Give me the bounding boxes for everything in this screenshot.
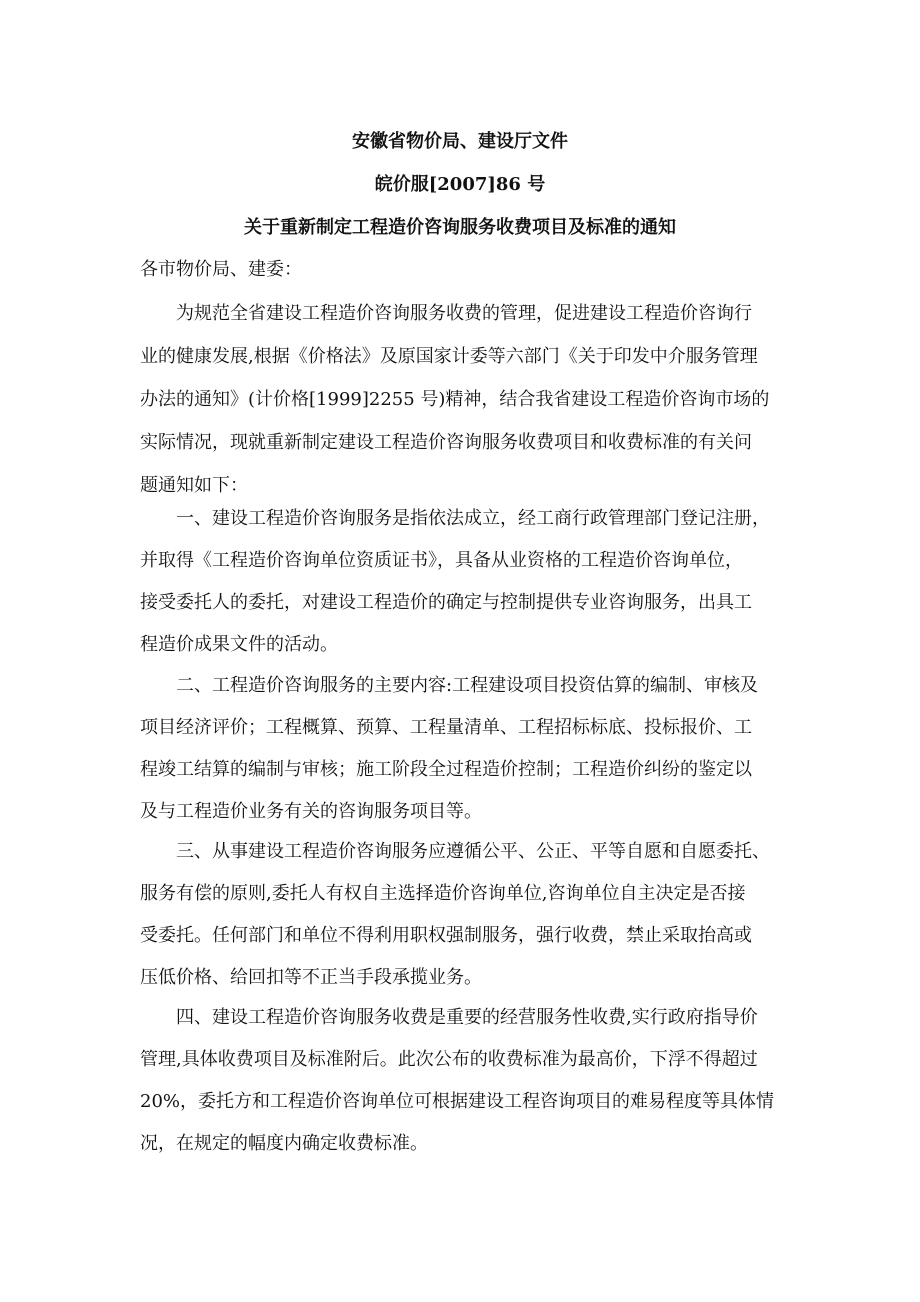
paragraph-line: 程造价成果文件的活动。 [140,634,338,655]
paragraph-line: 为规范全省建设工程造价咨询服务收费的管理，促进建设工程造价咨询行 [176,303,752,324]
paragraph-line: 三、从事建设工程造价咨询服务应遵循公平、公正、平等自愿和自愿委托、 [176,841,770,862]
paragraph-line: 实际情况，现就重新制定建设工程造价咨询服务收费项目和收费标准的有关问 [140,432,752,453]
paragraph-line: 并取得《工程造价咨询单位资质证书》，具备从业资格的工程造价咨询单位， [140,550,743,571]
notice-subject: 关于重新制定工程造价咨询服务收费项目及标准的通知 [244,217,676,238]
issuer-title: 安徽省物价局、建设厅文件 [352,131,568,152]
paragraph-line: 四、建设工程造价咨询服务收费是重要的经营服务性收费,实行政府指导价 [176,1007,758,1028]
paragraph-line: 受委托。任何部门和单位不得利用职权强制服务，强行收费，禁止采取抬高或 [140,925,752,946]
paragraph-line: 业的健康发展,根据《价格法》及原国家计委等六部门《关于印发中介服务管理 [140,346,758,367]
paragraph-line: 压低价格、给回扣等不正当手段承揽业务。 [140,967,482,988]
paragraph-line: 题通知如下： [140,475,248,496]
paragraph-line: 二、工程造价咨询服务的主要内容:工程建设项目投资估算的编制、审核及 [176,675,759,696]
paragraph-line: 办法的通知》(计价格[1999]2255 号)精神，结合我省建设工程造价咨询市场的 [140,389,770,410]
paragraph-line: 服务有偿的原则,委托人有权自主选择造价咨询单位,咨询单位自主决定是否接 [140,883,746,904]
paragraph-line: 接受委托人的委托，对建设工程造价的确定与控制提供专业咨询服务，出具工 [140,592,752,613]
paragraph-line: 20%，委托方和工程造价咨询单位可根据建设工程咨询项目的难易程度等具体情 [140,1091,775,1112]
paragraph-line: 程竣工结算的编制与审核；施工阶段全过程造价控制；工程造价纠纷的鉴定以 [140,759,752,780]
paragraph-line: 一、建设工程造价咨询服务是指依法成立，经工商行政管理部门登记注册， [176,508,770,529]
salutation: 各市物价局、建委： [140,259,302,280]
paragraph-line: 管理,具体收费项目及标准附后。此次公布的收费标准为最高价，下浮不得超过 [140,1049,758,1070]
paragraph-line: 项目经济评价；工程概算、预算、工程量清单、工程招标标底、投标报价、工 [140,717,752,738]
paragraph-line: 及与工程造价业务有关的咨询服务项目等。 [140,801,482,822]
document-number: 皖价服[2007]86 号 [374,174,546,195]
paragraph-line: 况，在规定的幅度内确定收费标准。 [140,1133,428,1154]
